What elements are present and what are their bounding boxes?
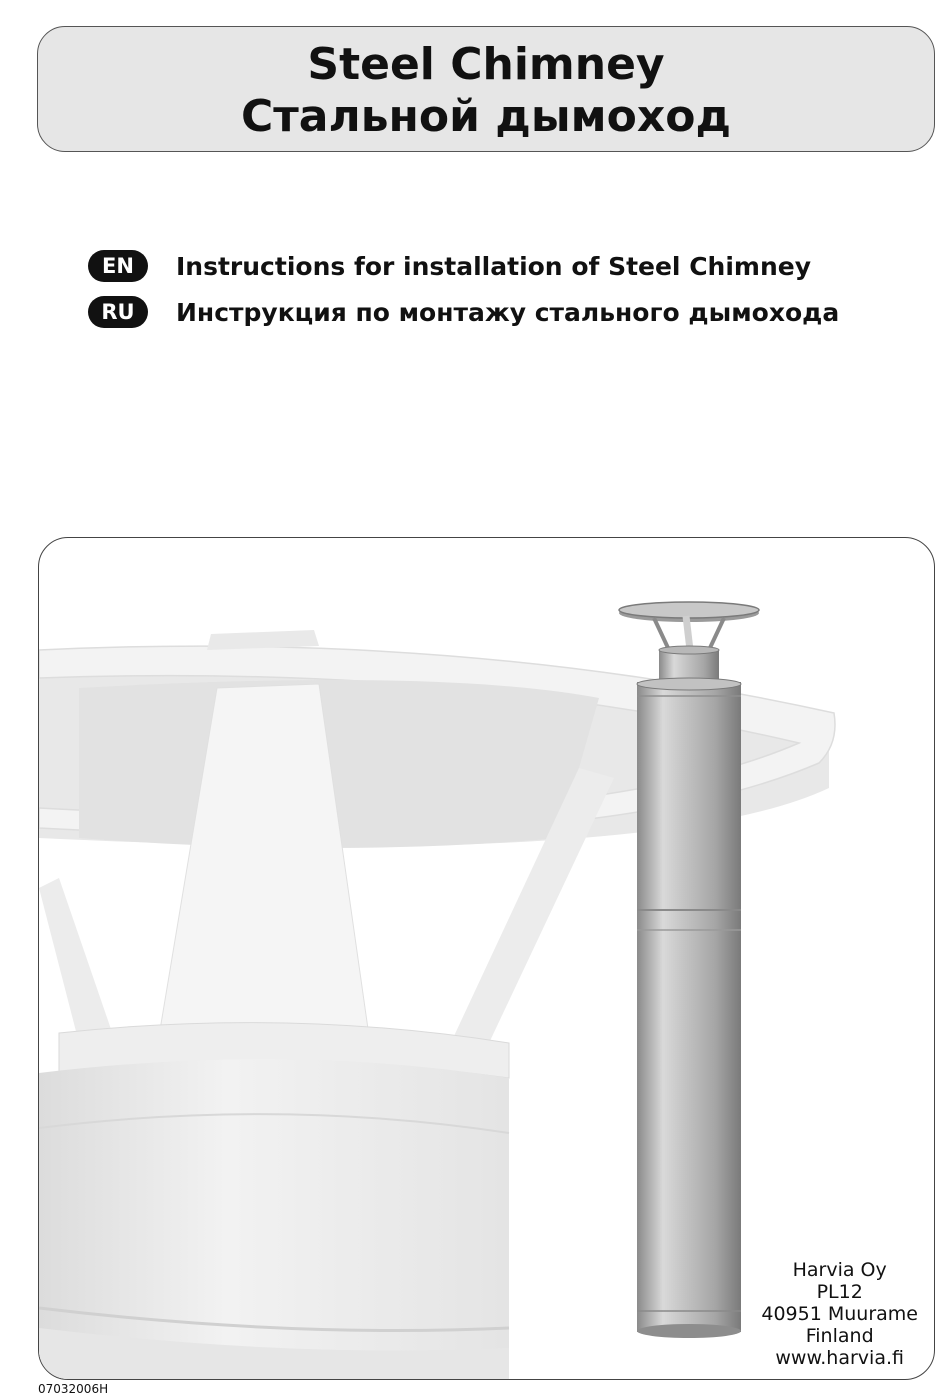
instructions-title-en: Instructions for installation of Steel Chimney xyxy=(176,251,812,281)
language-row-ru xyxy=(88,292,839,332)
title-russian: Стальной дымоход xyxy=(241,91,731,142)
language-badge-ru: RU xyxy=(88,296,148,328)
website: www.harvia.fi xyxy=(775,1347,904,1369)
title-banner xyxy=(37,26,935,152)
steel-chimney-product xyxy=(619,602,759,1338)
chimney-illustration xyxy=(39,538,935,1380)
language-row-en xyxy=(88,246,811,286)
instructions-title-ru: Инструкция по монтажу стального дымохода xyxy=(176,297,840,327)
postal-city: 40951 Muurame xyxy=(761,1303,918,1325)
document-code: 07032006H xyxy=(38,1382,109,1396)
country: Finland xyxy=(805,1325,874,1347)
postal-box: PL12 xyxy=(816,1281,863,1303)
manufacturer-address xyxy=(761,1259,918,1369)
title-english: Steel Chimney xyxy=(307,39,665,90)
company-name: Harvia Oy xyxy=(792,1259,887,1281)
product-photo-frame xyxy=(38,537,935,1380)
language-badge-en: EN xyxy=(88,250,148,282)
